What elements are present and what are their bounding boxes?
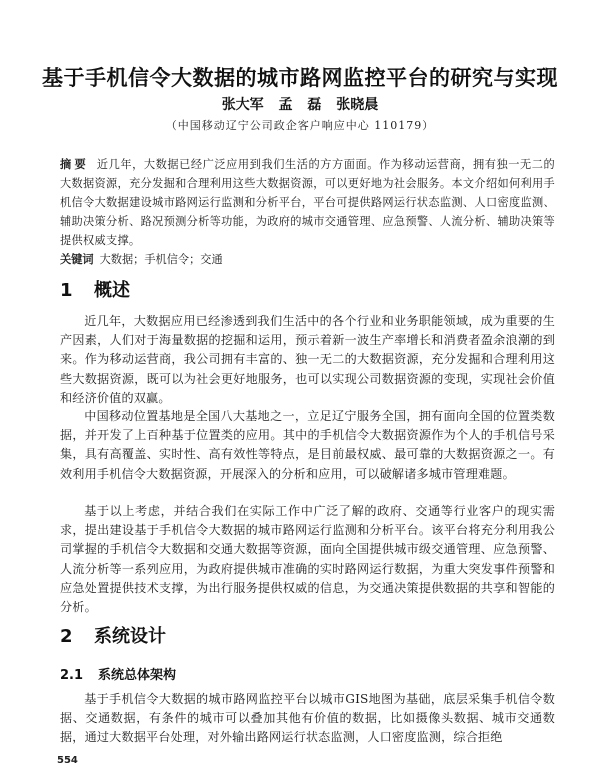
- page-number: 554: [57, 755, 78, 766]
- section-heading: [60, 622, 166, 648]
- section-number: 2: [60, 626, 73, 647]
- abstract-label: 摘要: [60, 157, 89, 171]
- paragraph: 基于手机信令大数据的城市路网监控平台以城市GIS地图为基础，底层采集手机信令数据、交通数据，有条件的城市可以叠加其他有价值的数据，比如摄像头数据、城市交通数据，通过大数据平台处理，对外输出路网运行状态监测，人口密度监测，综合拒绝: [60, 692, 555, 745]
- keywords-label: 关键词: [60, 252, 94, 266]
- keywords-text: 大数据；手机信令；交通: [99, 253, 223, 266]
- paragraph: 近几年，大数据应用已经渗透到我们生活中的各个行业和业务职能领域，成为重要的生产因素，人们对于海量数据的挖掘和运用，预示着新一波生产率增长和消费者盈余浪潮的到来。作为移动运营商，我公司拥有丰富的、独一无二的大数据资源，充分发掘和合理利用这些大数据资源，既可以为社会更好地服务，也可以实现公司数据资源的变现，实现社会价值和经济价值的双赢。: [60, 314, 555, 405]
- paragraph: 基于以上考虑，并结合我们在实际工作中广泛了解的政府、交通等行业客户的现实需求，提出建设基于手机信令大数据的城市路网运行监测和分析平台。该平台将充分利用我公司掌握的手机信令大数据和交通大数据等资源，面向全国提供城市级交通管理、应急预警、人流分析等一系列应用，为政府提供城市准确的实时路网运行数据，为重大突发事件预警和应急处置提供技术支撑，为出行服务提供权威的信息，为交通决策提供数据的共享和智能的分析。: [60, 504, 555, 615]
- paper-title: 基于手机信令大数据的城市路网监控平台的研究与实现: [42, 66, 558, 90]
- keywords: [60, 250, 555, 269]
- subsection-title: 系统总体架构: [98, 668, 177, 683]
- section-title: 概述: [94, 280, 130, 301]
- subsection-number: 2.1: [60, 668, 84, 683]
- section-heading: [60, 276, 130, 302]
- subsection-heading: [60, 664, 176, 683]
- abstract-text: 近几年，大数据已经广泛应用到我们生活的方方面面。作为移动运营商，拥有独一无二的大数据资源，充分发掘和合理利用这些大数据资源，可以更好地为社会服务。本文介绍如何利用手机信令大数据建设城市路网运行监测和分析平台，平台可提供路网运行状态监测、人口密度监测、辅助决策分析、路况预测分析等功能，为政府的城市交通管理、应急预警、人流分析、辅助决策等提供权威支撑。: [60, 158, 555, 247]
- section-title: 系统设计: [94, 626, 166, 647]
- authors: 张大军 孟 磊 张晓晨: [221, 97, 379, 113]
- abstract: [60, 155, 555, 250]
- section-number: 1: [60, 280, 73, 301]
- affiliation: （中国移动辽宁公司政企客户响应中心 110179）: [165, 119, 435, 132]
- paragraph: 中国移动位置基地是全国八大基地之一，立足辽宁服务全国，拥有面向全国的位置类数据，并开发了上百种基于位置类的应用。其中的手机信令大数据资源作为个人的手机信号采集，具有高覆盖、实时性、高有效性等特点，是目前最权威、最可靠的大数据资源之一。有效利用手机信令大数据资源，开展深入的分析和应用，可以破解诸多城市管理难题。: [60, 409, 555, 481]
